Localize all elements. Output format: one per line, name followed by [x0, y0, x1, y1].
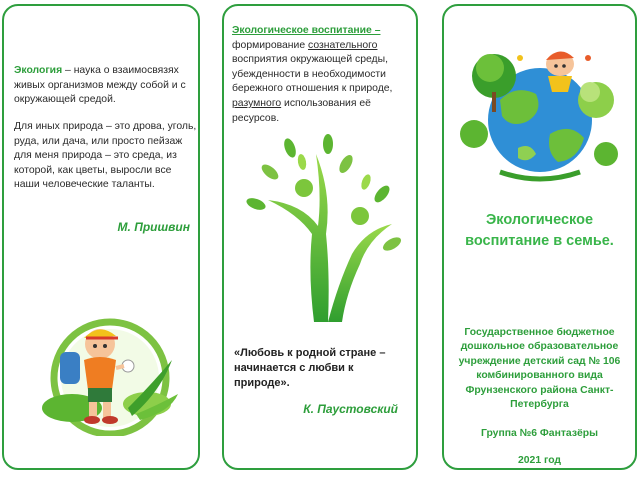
definition-text-1: формирование: [232, 39, 309, 51]
definition-underlined-1: сознательного: [308, 39, 378, 51]
year-label: 2021 год: [518, 455, 561, 466]
group-name: Группа №6 Фантазёры: [480, 428, 599, 439]
quote-author: М. Пришвин: [117, 220, 190, 234]
brochure-panel-middle: [222, 4, 418, 470]
definition-underlined-2: разумного: [232, 97, 282, 109]
definition-term: Экологическое воспитание –: [232, 25, 381, 36]
definition-text-3: использования её ресурсов.: [232, 97, 371, 124]
brochure-panel-cover: [442, 4, 637, 470]
definition-text: – наука о взаимосвязях живых организмов между собой и с окружающей средой.: [14, 65, 186, 106]
earth-globe-illustration: [460, 38, 622, 190]
definition-text-2: восприятия окружающей среды, убежденности в необходимости бережного отношения к природе,: [232, 54, 393, 95]
quote-author: К. Паустовский: [303, 402, 398, 416]
paustovsky-quote: «Любовь к родной стране – начинается с любви к природе».: [234, 347, 386, 389]
prishvin-quote: Для иных природа – это дрова, уголь, руда, или дача, или просто пейзаж для меня природа – это среда, из которой, как цветы, выросли все наши человеческие таланты.: [14, 121, 197, 191]
organization-name: Государственное бюджетное дошкольное образовательное учреждение детский сад № 106 комбинированного вида Фрунзенского района Санкт-Петербурга: [458, 327, 621, 411]
brochure-panel-left: [2, 4, 200, 470]
definition-term: Экология: [14, 65, 63, 76]
brochure-title: Экологическое воспитание в семье.: [465, 212, 614, 249]
ecology-definition: [14, 64, 198, 108]
boy-explorer-illustration: [32, 308, 182, 436]
green-people-tree-illustration: [242, 134, 402, 324]
eco-education-definition: [232, 24, 416, 126]
